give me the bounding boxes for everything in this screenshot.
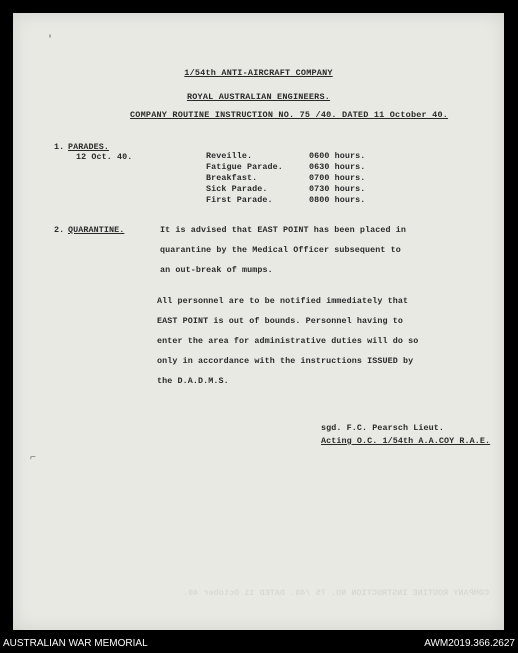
parade-time-5: 0800 hours. xyxy=(309,195,366,205)
quarantine-para2-line2: EAST POINT is out of bounds. Personnel having to xyxy=(157,316,404,326)
corps-heading: ROYAL AUSTRALIAN ENGINEERS. xyxy=(186,92,331,102)
quarantine-para2-line3: enter the area for administrative duties will do so xyxy=(157,336,419,346)
parade-name-5: First Parade. xyxy=(206,195,273,205)
quarantine-para2-line4: only in accordance with the instructions ISSUED by xyxy=(157,356,414,366)
document-page xyxy=(13,13,504,630)
parade-time-4: 0730 hours. xyxy=(309,184,366,194)
section2-title: QUARANTINE. xyxy=(68,225,125,235)
section2-number: 2. xyxy=(54,225,65,235)
instruction-heading: COMPANY ROUTINE INSTRUCTION NO. 75 /40. DATED 11 October 40. xyxy=(130,110,449,120)
section1-number: 1. xyxy=(54,142,65,152)
section1-date: 12 Oct. 40. xyxy=(76,152,133,162)
quarantine-para1-line1: It is advised that EAST POINT has been placed in xyxy=(160,225,407,235)
staple-mark: ⌐ xyxy=(30,453,37,464)
parade-time-2: 0630 hours. xyxy=(309,162,366,172)
parade-name-4: Sick Parade. xyxy=(206,184,268,194)
signature-line2: Acting O.C. 1/54th A.A.COY R.A.E. xyxy=(321,436,491,446)
parade-time-3: 0700 hours. xyxy=(309,173,366,183)
quarantine-para1-line3: an out-break of mumps. xyxy=(160,265,273,275)
quarantine-para1-line2: quarantine by the Medical Officer subsequent to xyxy=(160,245,401,255)
parade-name-3: Breakfast. xyxy=(206,173,258,183)
parade-time-1: 0600 hours. xyxy=(309,151,366,161)
parade-name-1: Reveille. xyxy=(206,151,253,161)
unit-heading: 1/54th ANTI-AIRCRAFT COMPANY xyxy=(184,68,333,78)
quarantine-para2-line5: the D.A.D.M.S. xyxy=(157,376,229,386)
section1-title: PARADES. xyxy=(68,142,110,152)
archive-reference: AWM2019.366.2627 xyxy=(424,638,515,649)
quarantine-para2-line1: All personnel are to be notified immediately that xyxy=(157,296,409,306)
reverse-bleed-through: COMPANY ROUTINE INSTRUCTION NO. 75 /40. DATED 11 October 40. xyxy=(183,588,490,598)
signature-line1: sgd. F.C. Pearsch Lieut. xyxy=(321,423,445,433)
parade-name-2: Fatigue Parade. xyxy=(206,162,283,172)
pin-mark: ' xyxy=(47,35,54,46)
archive-credit: AUSTRALIAN WAR MEMORIAL xyxy=(3,638,148,649)
